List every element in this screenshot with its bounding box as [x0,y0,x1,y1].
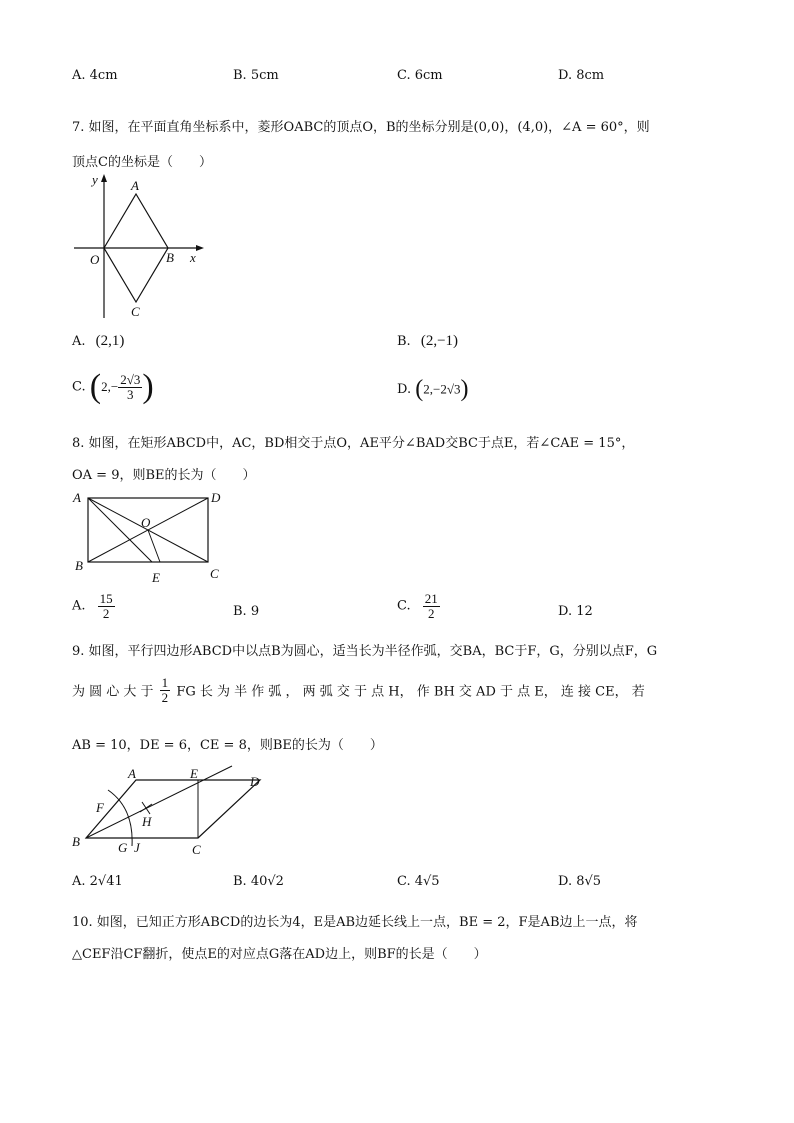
q9-option-a: A. 2√41 [72,874,123,889]
q10-stem-line2: △CEF沿CF翻折，使点E的对应点G落在AD边上，则BF的长是（ ） [72,947,487,962]
q9-half-denominator: 2 [161,689,169,705]
q7-label-x: x [190,250,196,265]
q7-option-a-letter: A. [72,334,86,349]
q6-option-a: A. 4cm [72,68,118,83]
q7-y-arrow [101,174,107,182]
q8-label-e: E [152,570,160,585]
q6-option-b: B. 5cm [233,68,279,83]
q8-option-b: B. 9 [233,604,260,619]
q7-rhombus-figure [70,170,210,320]
q8-option-a [72,592,115,620]
q7-x-arrow [196,245,204,251]
q8-label-a: A [73,490,81,505]
q6-option-c: C. 6cm [397,68,443,83]
q9-label-f: F [96,800,104,815]
q7-option-c-prefix: 2,− [101,379,119,394]
q7-label-y: y [92,172,98,187]
q9-stem-line2-post: FG 长 为 半 作 弧 ， 两 弧 交 于 点 H， 作 BH 交 AD 于 点 E， 连 接 CE， 若 [176,684,645,700]
q9-half-fraction [160,676,171,704]
q8-option-c-numerator: 21 [424,591,438,606]
q8-option-a-letter: A. [72,598,86,614]
q9-stem-line1: 9. 如图，平行四边形ABCD中以点B为圆心，适当长为半径作弧，交BA，BC于F，G，分别以点F，G [72,644,658,659]
q9-label-a: A [128,766,136,781]
q9-stem-line2-pre: 为 圆 心 大 于 [72,684,154,700]
q9-parallelogram [86,780,260,838]
q7-option-c: C. (2,− $\frac{2√3}{3}$ ) [72,368,154,405]
q9-label-c: C [192,842,201,857]
q9-stem-line3: AB = 10，DE = 6，CE = 8，则BE的长为（ ） [72,738,383,753]
q8-label-o: O [141,515,151,530]
q7-option-b [397,333,458,350]
q8-rectangle-figure [70,488,230,590]
q9-label-e: E [190,766,198,781]
q8-option-a-fraction [98,592,115,620]
q8-option-c [397,592,440,620]
q7-option-c-fraction [118,373,142,401]
q8-segment-oe [148,530,160,562]
q8-option-c-fraction [423,592,440,620]
q7-option-d-letter: D. [397,382,412,397]
q7-option-d: D. (2,−2√3) [397,376,469,402]
q7-stem-line1: 7. 如图，在平面直角坐标系中，菱形OABC的顶点O，B的坐标分别是(0,0)，(4,0)，∠A = 60°，则 [72,120,650,135]
q7-option-d-value: 2,−2√3 [423,381,461,397]
q7-label-b: B [166,250,174,265]
q7-option-c-denominator: 3 [127,386,134,402]
q7-label-a: A [131,178,139,193]
q8-option-a-numerator: 15 [99,591,113,606]
q7-option-b-value: (2,−1) [420,333,459,349]
q9-label-g: G [118,840,128,855]
q10-stem-line1: 10. 如图，已知正方形ABCD的边长为4，E是AB边延长线上一点，BE = 2，F是AB边上一点，将 [72,915,638,930]
q8-stem-line1: 8. 如图，在矩形ABCD中，AC，BD相交于点O，AE平分∠BAD交BC于点E，若∠CAE = 15°， [72,436,635,451]
q7-label-c: C [131,304,140,319]
q8-label-d: D [211,490,221,505]
q9-parallelogram-figure [70,760,270,858]
q7-option-c-letter: C. [72,379,86,395]
q8-option-d: D. 12 [558,604,593,619]
q8-option-c-letter: C. [397,598,411,614]
q9-option-d: D. 8√5 [558,874,602,889]
q9-label-b: B [72,834,80,849]
q7-stem-line2: 顶点C的坐标是（ ） [72,155,212,170]
q7-option-c-numerator: 2√3 [120,371,141,387]
q8-option-c-denominator: 2 [428,605,435,621]
q7-label-o: O [90,252,100,267]
q7-option-a-value: (2,1) [95,333,125,349]
q9-option-b: B. 40√2 [233,874,284,889]
q8-label-c: C [210,566,219,581]
q6-option-d: D. 8cm [558,68,605,83]
q8-stem-line2: OA = 9，则BE的长为（ ） [72,468,256,483]
q9-half-numerator: 1 [161,675,169,690]
q9-label-j: J [134,840,140,855]
q9-option-c: C. 4√5 [397,874,440,889]
q9-label-d: D [250,774,260,789]
q7-option-b-letter: B. [397,334,411,349]
q8-segment-ae [88,498,152,562]
q7-option-a [72,333,124,350]
q9-label-h: H [142,814,152,829]
q8-option-a-denominator: 2 [102,605,110,621]
q9-arc-mark-2 [142,802,150,814]
q8-label-b: B [75,558,83,573]
q9-stem-line2 [72,676,645,704]
